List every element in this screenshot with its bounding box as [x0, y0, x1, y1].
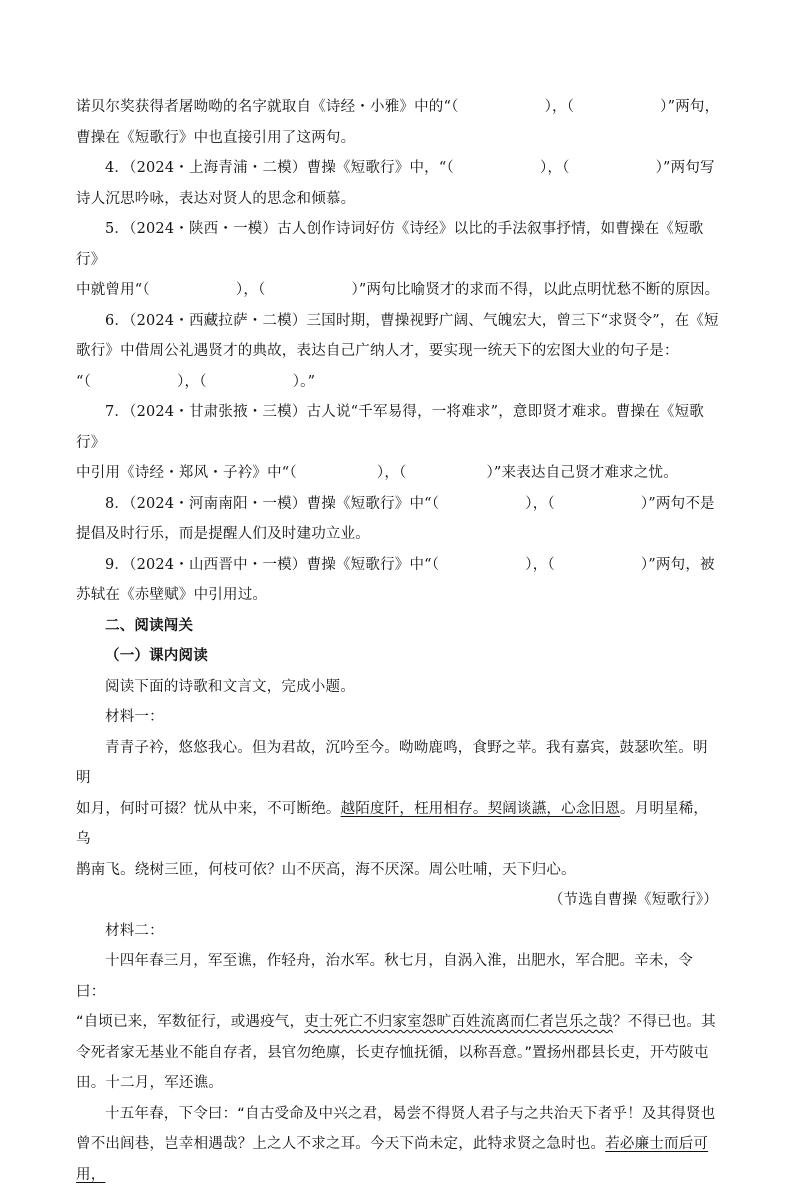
material-1-source: （节选自曹操《短歌行》）: [548, 892, 718, 908]
question-3-line-2: 曹操在《短歌行》中也直接引用了这两句。: [76, 129, 356, 146]
question-8-line-1: 8．（2024・河南南阳・一模）曹操《短歌行》中“（ ），（ ）”两句不是: [105, 495, 715, 512]
material-1-line-3: 鹊南飞。绕树三匝，何枝可依？山不厌高，海不厌深。周公吐哺，天下归心。: [76, 861, 576, 878]
section-heading: 二、阅读闯关: [105, 616, 194, 634]
question-6-line-3: “（ ），（ ）。”: [76, 373, 316, 390]
question-9-line-2: 苏轼在《赤壁赋》中引用过。: [76, 587, 268, 603]
material-2-p2-line-2: 曾不出闾巷，岂幸相遇哉？上之人不求之耳。今天下尚未定，此特求贤之急时也。若必廉士而后可用，: [76, 1136, 709, 1183]
material-1-line-1: 青青子衿，悠悠我心。但为君故，沉吟至今。呦呦鹿鸣，食野之苹。我有嘉宾，鼓瑟吹笙。明明: [76, 739, 708, 786]
underlined-sentence: 越陌度阡，枉用相存。契阔谈讌，心念旧恩: [340, 800, 620, 817]
question-6-line-2: 歌行》中借周公礼遇贤才的典故，表达自己广纳人才，要实现一统天下的宏图大业的句子是：: [76, 343, 679, 359]
question-3-line-1: 诺贝尔奖获得者屠呦呦的名字就取自《诗经・小雅》中的“（ ），（ ）”两句，: [76, 99, 720, 115]
question-4-line-1: 4．（2024・上海青浦・二模）曹操《短歌行》中，“（ ），（ ）”两句写: [105, 160, 715, 176]
reading-instruction: 阅读下面的诗歌和文言文，完成小题。: [105, 678, 355, 695]
material-2-p1-line-4: 田。十二月，军还谯。: [76, 1075, 223, 1091]
underlined-sentence: 若必廉士而后可用，: [76, 1136, 709, 1183]
material-1-label: 材料一：: [105, 709, 164, 725]
material-2-p1-line-2: “自顷已来，军数征行，或遇疫气，吏士死亡不归家室怨旷百姓流离而仁者岂乐之哉？不得已也。其: [76, 1014, 716, 1030]
subsection-heading: （一）课内阅读: [105, 647, 208, 664]
material-1-line-2: 如月，何时可掇？忧从中来，不可断绝。越陌度阡，枉用相存。契阔谈讌，心念旧恩。月明星稀，乌: [76, 800, 709, 847]
question-5-line-2: 中就曾用“（ ），（ ）”两句比喻贤才的求而不得，以此点明忧愁不断的原因。: [76, 282, 720, 298]
question-7-line-1: 7．（2024・甘肃张掖・三模）古人说“千军易得，一将难求”，意即贤才难求。曹操在《短歌行》: [76, 404, 704, 451]
question-5-line-1: 5．（2024・陕西・一模）古人创作诗词好仿《诗经》以比的手法叙事抒情，如曹操在《短歌行》: [76, 221, 704, 268]
question-6-line-1: 6．（2024・西藏拉萨・二模）三国时期，曹操视野广阔、气魄宏大，曾三下“求贤令”，在《短: [105, 312, 719, 329]
question-9-line-1: 9．（2024・山西晋中・一模）曹操《短歌行》中“（ ），（ ）”两句，被: [105, 556, 715, 573]
material-2-p1-line-3: 令死者家无基业不能自存者，县官勿绝廪，长吏存恤抚循，以称吾意。”置扬州郡县长吏，开芍陂屯: [76, 1044, 709, 1061]
question-8-line-2: 提倡及时行乐，而是提醒人们及时建功立业。: [76, 526, 370, 542]
wavy-underlined-sentence: 吏士死亡不归家室怨旷百姓流离而仁者岂乐之哉: [304, 1014, 613, 1030]
material-2-label: 材料二：: [105, 922, 164, 939]
question-7-line-2: 中引用《诗经・郑风・子衿》中“（ ），（ ）”来表达自己贤才难求之忧。: [76, 465, 678, 481]
material-2-p2-line-1: 十五年春，下令曰：“自古受命及中兴之君，曷尝不得贤人君子与之共治天下者乎！及其得贤也: [105, 1105, 716, 1122]
document-content: [76, 92, 722, 1190]
question-4-line-2: 诗人沉思吟咏，表达对贤人的思念和倾慕。: [76, 190, 356, 207]
material-2-p1-line-1: 十四年春三月，军至谯，作轻舟，治水军。秋七月，自涡入淮，出肥水，军合肥。辛未，令曰：: [76, 953, 693, 1000]
